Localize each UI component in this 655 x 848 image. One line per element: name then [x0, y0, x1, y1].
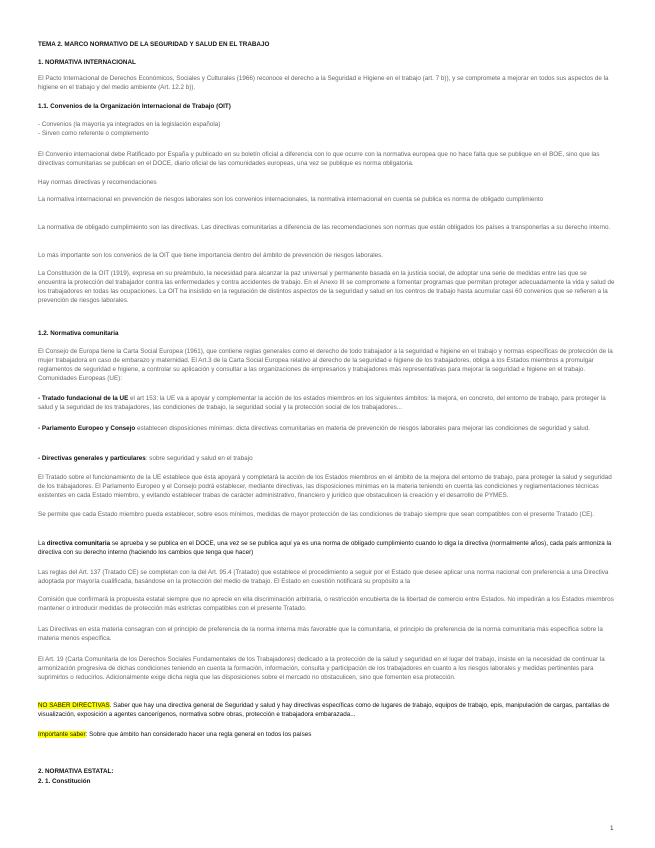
- paragraph-directiva-comunitaria: [38, 540, 616, 558]
- paragraph-constitucion-oit: La Constitución de la OIT (1919), expresa en su preámbulo, la necesidad para alcanzar la paz universal y permanente basada en la justicia social, de adoptar una serie de medidas entre las que se encuentra la protección del trabajador contra las enfermedades y contra accidentes de trabajo. En el Anexo III se compromete a fomentar programas que permitan proteger adecuadamente la vida y salud de los trabajadores en todas las ocupaciones. La OIT ha insistido en la regulación de distintos aspectos de la seguridad y salud en los centros de trabajo hasta acumular casi 60 convenios que se refieren a la prevención de riesgos laborales.: [38, 270, 615, 304]
- paragraph-no-saber-directivas: [38, 702, 616, 720]
- paragraph-directivas-materia: Las Directivas en esta materia consagran con el principio de preferencia de la norma interna más favorable que la comunitaria, el principio de preferencia de la norma comunitaria más específica sobre la materia menos específica.: [38, 626, 603, 642]
- directivas-generales-text: : sobre seguridad y salud en el trabajo: [145, 455, 253, 462]
- paragraph-importante-saber: [38, 731, 616, 740]
- subsection-heading-normativa-comunitaria: 1.2. Normativa comunitaria: [38, 330, 119, 337]
- paragraph-normativa-internacional: La normativa internacional en prevención de riesgos laborales son los convenios internacionales, la normativa internacional en cuenta se publica es norma de obligado cumplimiento: [38, 196, 544, 203]
- tratado-fundacional-text: el art 153: la UE va a apoyar y complementar la acción de los estados miembros en los siguientes ámbitos: la mejora, en concreto, del entorno de trabajo, para proteger la salud y la seguridad de los trabajadores, las condiciones de trabajo, la seguridad social y la protección social de los trabajadores...: [38, 395, 606, 411]
- paragraph-convenios-oit-importancia: Lo más importante son los convenios de la OIT que tiene importancia dentro del ámbito de prevención de riesgos laborales.: [38, 252, 384, 259]
- paragraph-se-permite: Se permite que cada Estado miembro pueda establecer, sobre esos mínimos, medidas de mayor protección de las condiciones de trabajo siempre que sean compatibles con el presente Tratado (CE).: [38, 511, 595, 518]
- term-directivas-generales: - Directivas generales y particulares: [38, 455, 146, 462]
- parlamento-consejo-text: establecen disposiciones mínimas: dicta directivas comunitarias en materia de prevención de riesgos laborales para mejorar las condiciones de seguridad y salud.: [135, 425, 590, 432]
- paragraph-art19-carta: El Art. 19 (Carta Comunitaria de los Derechos Sociales Fundamentales de los Trabajadores) dedicado a la protección de la salud y seguridad en el lugar del trabajo, insiste en la necesidad de continuar la armonización progresiva de dichas condiciones teniendo en cuenta la formación, información, consulta y participación de los trabajadores en cuanto a los riesgos laborales y medidas pertinentes para suprimirlos o reducirlos. Adicionalmente exige dicha regla que las disposiciones sobre el mercado no obstaculicen, sino que fomenten esa protección.: [38, 656, 605, 681]
- bullet-list: [38, 121, 616, 139]
- bullet-item: - Convenios (la mayoría ya integrados en la legislación española): [38, 121, 221, 128]
- highlight-importante-saber: Importante saber: [38, 731, 86, 738]
- paragraph-comision: Comisión que confirmará la propuesta estatal siempre que no aprecie en ella discriminación arbitraria, o restricción encubierta de la libertad de comercio entre Estados. No impedirán a los Estados miembros mantener o introducir medidas de protección más estrictas compatibles con el presente Tratado.: [38, 596, 614, 612]
- paragraph-directivas-generales: [38, 455, 616, 464]
- bullet-item: - Sirven como referente o complemento: [38, 129, 149, 137]
- document-title: TEMA 2. MARCO NORMATIVO DE LA SEGURIDAD Y SALUD EN EL TRABAJO: [38, 41, 270, 48]
- paragraph-normas-directivas: Hay normas directivas y recomendaciones: [38, 179, 157, 186]
- importante-saber-text: : Sobre que ámbito han considerado hacer una regla general en todos los países: [85, 731, 312, 738]
- paragraph-parlamento-consejo: [38, 425, 616, 434]
- paragraph-reglas-art137: Las reglas del Art. 137 (Tratado CE) se completan con la del Art. 95.4 (Tratado) que establece el procedimiento a seguir por el Estado que desee aplicar una norma nacional con preferencia a una Directiva adoptada por mayoría cualificada, basándose en la protección del medio de trabajo. El Estado en cuestión notificará su propósito a la: [38, 569, 609, 585]
- paragraph-pacto-internacional: El Pacto Internacional de Derechos Económicos, Sociales y Culturales (1966) reconoce el derecho a la Seguridad e Higiene en el trabajo (art. 7 b)), y se compromete a mejorar en todos sus aspectos de la higiene en el trabajo y del medio ambiente (Art. 12.2 b)).: [38, 75, 609, 91]
- paragraph-obligado-cumplimiento: La normativa de obligado cumplimiento son las directivas. Las directivas comunitarias a diferencia de las recomendaciones son normas que están obligados los países a transponerlas a su derecho interno.: [38, 224, 611, 231]
- paragraph-consejo-europa: El Consejo de Europa tiene la Carta Social Europea (1961), que contiene reglas generales como el derecho de todo trabajador a la seguridad e higiene en el trabajo y normas específicas de protección de la mujer trabajadora en caso de embarazo y maternidad. El Art.3 de la Carta Social Europea relativo al derecho de la seguridad e higiene de los trabajadores, obliga a los Estados miembros a promulgar reglamentos de seguridad e higiene, a controlar su aplicación y consultar a las organizaciones de empresarios y trabajadores más representativas para mejorar la seguridad e higiene en el trabajo. Comunidades Europeas (UE):: [38, 348, 613, 382]
- highlight-no-saber-directivas: NO SABER DIRECTIVAS: [38, 702, 110, 709]
- paragraph-tratado-fundacional: [38, 395, 616, 413]
- term-directiva-comunitaria: directiva comunitaria: [46, 540, 111, 547]
- section-heading-normativa-internacional: 1. NORMATIVA INTERNACIONAL: [38, 59, 136, 66]
- no-saber-directivas-text: . Saber que hay una directiva general de Seguridad y salud y hay directivas específicas como de lugares de trabajo, equipos de trabajo, epis, manipulación de cargas, pantallas de visualización, exposición a agentes cancerígenos, normativa sobre obras, protección e trabajadora embarazada...: [38, 702, 610, 718]
- term-tratado-fundacional: - Tratado fundacional de la UE: [38, 395, 129, 402]
- subsection-heading-convenios-oit: 1.1. Convenios de la Organización Internacional de Trabajo (OIT): [38, 103, 231, 110]
- term-parlamento-consejo: - Parlamento Europeo y Consejo: [38, 425, 136, 432]
- directiva-comunitaria-text: se aprueba y se publica en el DOCE, una vez se se publica aquí ya es una norma de obligado cumplimiento cuando lo diga la directiva (normalmente años), cada país armoniza la directiva con su derecho interno (haciendo los cambios que tenga que hacer): [38, 540, 612, 556]
- directiva-prefix: La: [38, 540, 47, 547]
- subsection-heading-constitucion: 2. 1. Constitución: [38, 778, 91, 785]
- paragraph-convenio-ratificado: El Convenio internacional debe Ratificado por España y publicado en su boletín oficial a diferencia con lo que ocurre con la normativa europea que no hace falta que se publique en el BOE, sino que las directivas comunitarias se publican en el DOCE, diario oficial de las comunidades europeas, una vez se publique es norma obligatoria.: [38, 151, 600, 167]
- paragraph-tratado-funcionamiento: El Tratado sobre el funcionamiento de la UE establece que ésta apoyará y completará la acción de los Estados miembros en el ámbito de la mejora del entorno de trabajo, para proteger la salud y seguridad de los trabajadores. El Parlamento Europeo y el Consejo podrá establecer, mediante directivas, las disposiciones mínimas en la materia teniendo en cuenta las condiciones y reglamentaciones técnicas existentes en cada Estado miembro, y evitando establecer trabas de carácter administrativo, financiero y jurídico que obstaculicen la creación y el desarrollo de PYMES.: [38, 474, 612, 499]
- section-heading-normativa-estatal: 2. NORMATIVA ESTATAL:: [38, 768, 114, 775]
- page-number: 1: [610, 825, 614, 832]
